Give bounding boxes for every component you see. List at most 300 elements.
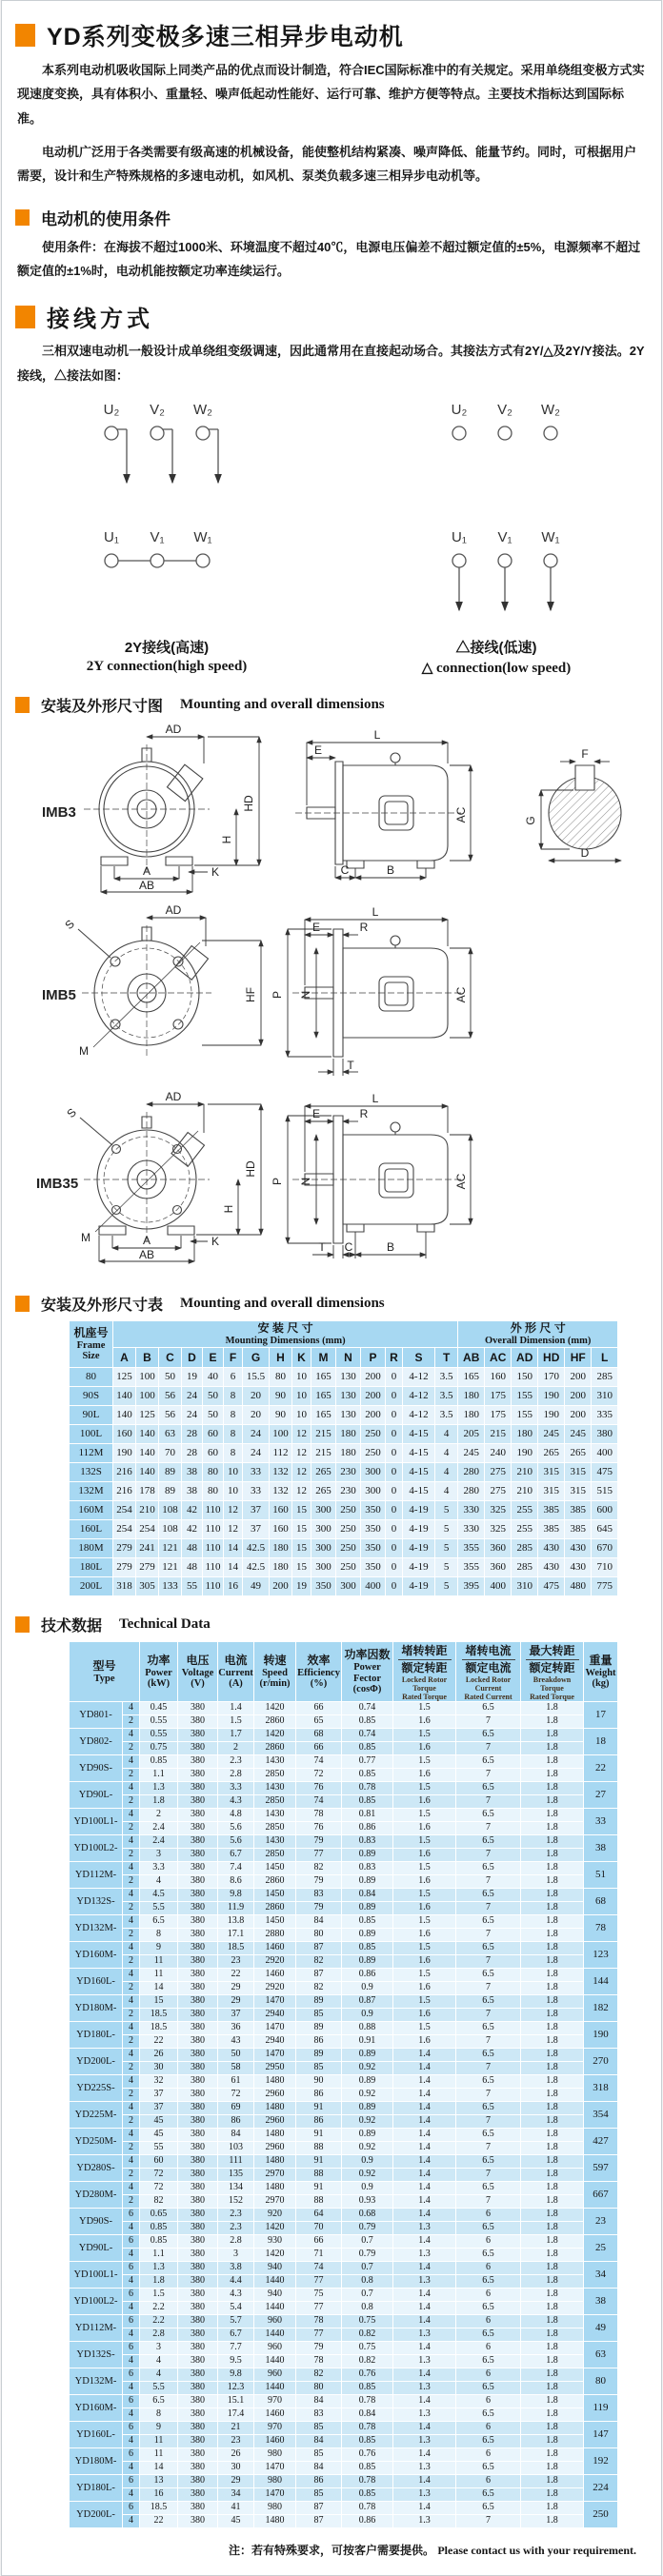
dim-value: 160 xyxy=(113,1424,136,1443)
tech-value: 1.5 xyxy=(393,1755,456,1769)
tech-value: 0.78 xyxy=(342,2422,393,2435)
pole-count: 4 xyxy=(123,2182,140,2195)
terminal-label: V₁ xyxy=(497,529,512,546)
dim-label-p: P xyxy=(271,991,284,1000)
tech-value: 1.3 xyxy=(393,2249,456,2262)
tech-value: 1.6 xyxy=(393,1902,456,1915)
tech-value: 380 xyxy=(178,2049,218,2062)
tech-value: 86 xyxy=(296,2035,342,2049)
dim-value: 210 xyxy=(136,1500,159,1519)
tech-value: 111 xyxy=(218,2155,254,2169)
figure-name: IMB3 xyxy=(42,804,76,822)
pole-count: 4 xyxy=(123,2249,140,2262)
motor-type: YD160L- xyxy=(70,1969,123,1995)
pole-count: 4 xyxy=(123,2462,140,2475)
tech-value: 2.4 xyxy=(140,1822,178,1835)
tech-value: 77 xyxy=(296,2302,342,2315)
tech-value: 380 xyxy=(178,1915,218,1929)
dim-value: 4-19 xyxy=(403,1557,435,1576)
dim-value: 50 xyxy=(203,1405,224,1424)
weight-value: 119 xyxy=(584,2395,618,2422)
dim-col-HD: HD xyxy=(538,1347,565,1367)
pole-count: 6 xyxy=(123,2315,140,2328)
tech-value: 1.8 xyxy=(521,1915,584,1929)
dim-value: 90 xyxy=(270,1405,292,1424)
tech-value: 85 xyxy=(296,2009,342,2022)
tech-value: 2.8 xyxy=(218,1769,254,1782)
dim-value: 265 xyxy=(565,1443,592,1462)
pf-en: Power Fector xyxy=(352,1662,382,1684)
dim-value: 24 xyxy=(182,1386,203,1405)
pole-count: 4 xyxy=(123,2328,140,2342)
lrc-en2: Current xyxy=(474,1683,502,1693)
tech-value: 380 xyxy=(178,2235,218,2249)
tech-row xyxy=(70,2368,618,2382)
tech-value: 0.85 xyxy=(342,2435,393,2448)
tech-value: 18.5 xyxy=(140,2502,178,2515)
tech-value: 0.9 xyxy=(342,1982,393,1995)
tech-value: 7 xyxy=(456,2062,521,2075)
dim-value: 121 xyxy=(159,1557,182,1576)
tech-value: 1.4 xyxy=(393,2475,456,2488)
imb35-figure xyxy=(2,1089,663,1276)
tech-value: 1.1 xyxy=(140,1769,178,1782)
tech-value: 380 xyxy=(178,2368,218,2382)
dim-value: 165 xyxy=(311,1367,336,1386)
tech-value: 380 xyxy=(178,2142,218,2155)
tech-value: 6.5 xyxy=(456,2462,521,2475)
dim-value: 279 xyxy=(113,1538,136,1557)
mounting-fig-en: Mounting and overall dimensions xyxy=(180,697,385,713)
tech-value: 1.8 xyxy=(521,2302,584,2315)
tech-value: 0.89 xyxy=(342,1955,393,1969)
dim-col-S: S xyxy=(403,1347,435,1367)
tech-value: 380 xyxy=(178,1822,218,1835)
tech-value: 1.5 xyxy=(393,1862,456,1875)
caption-2y-en: 2Y connection(high speed) xyxy=(86,659,248,675)
dim-value: 300 xyxy=(336,1576,361,1595)
tech-value: 0.89 xyxy=(342,2102,393,2115)
tech-value: 79 xyxy=(296,1875,342,1889)
dim-value: 180 xyxy=(458,1405,485,1424)
dim-label-n: N xyxy=(299,990,312,1000)
tech-value: 6.5 xyxy=(456,1915,521,1929)
dim-value: 33 xyxy=(243,1462,270,1481)
tech-value: 0.89 xyxy=(342,1849,393,1862)
dim-value: 15 xyxy=(292,1500,311,1519)
dim-value: 180 xyxy=(336,1424,361,1443)
mounting-table-zh: 安装及外形尺寸表 xyxy=(41,1298,164,1315)
tech-value: 1.8 xyxy=(521,2462,584,2475)
dim-value: 6 xyxy=(224,1367,243,1386)
tech-value: 7.7 xyxy=(218,2342,254,2355)
tech-value: 1.1 xyxy=(140,2249,178,2262)
tech-value: 7 xyxy=(456,2115,521,2129)
dim-label-ad: AD xyxy=(165,723,182,737)
tech-value: 1.6 xyxy=(393,1955,456,1969)
tech-value: 1.8 xyxy=(521,1982,584,1995)
tech-value: 380 xyxy=(178,2169,218,2182)
pole-count: 2 xyxy=(123,2169,140,2182)
motor-type: YD90L- xyxy=(70,1782,123,1809)
tech-value: 6.5 xyxy=(456,2222,521,2235)
tech-value: 6.5 xyxy=(456,2502,521,2515)
tech-value: 6.5 xyxy=(456,2249,521,2262)
lrt-zh2: 额定转距 xyxy=(401,1660,448,1674)
dim-value: 0 xyxy=(386,1443,403,1462)
tech-value: 9 xyxy=(140,1942,178,1955)
dim-value: 165 xyxy=(458,1367,485,1386)
tech-value: 0.89 xyxy=(342,1875,393,1889)
eff-zh: 效率 xyxy=(307,1653,331,1667)
tech-value: 0.85 xyxy=(342,1742,393,1755)
tech-value: 60 xyxy=(140,2155,178,2169)
tech-value: 0.7 xyxy=(342,2262,393,2275)
dim-value: 385 xyxy=(538,1519,565,1538)
tech-value: 0.79 xyxy=(342,2222,393,2235)
dim-value: 318 xyxy=(113,1576,136,1595)
dim-value: 125 xyxy=(136,1405,159,1424)
tech-value: 37 xyxy=(218,2009,254,2022)
dim-value: 254 xyxy=(113,1500,136,1519)
tech-value: 4.3 xyxy=(218,2289,254,2302)
tech-value: 0.7 xyxy=(342,2289,393,2302)
technical-data-en: Technical Data xyxy=(119,1615,211,1632)
overall-dims-zh: 外 形 尺 寸 xyxy=(510,1321,566,1336)
tech-value: 2860 xyxy=(254,1742,296,1755)
tech-value: 7 xyxy=(456,2515,521,2528)
terminal-label: W₂ xyxy=(193,402,212,419)
tech-value: 7 xyxy=(456,1822,521,1835)
tech-value: 1.4 xyxy=(393,2235,456,2249)
dim-value: 305 xyxy=(136,1576,159,1595)
dim-label-ab: AB xyxy=(138,1248,155,1262)
tech-value: 380 xyxy=(178,2355,218,2368)
tech-value: 1.4 xyxy=(393,2302,456,2315)
bt-zh1: 最大转距 xyxy=(526,1644,579,1660)
dim-value: 20 xyxy=(243,1386,270,1405)
tech-value: 1.8 xyxy=(521,1715,584,1729)
dim-value: 250 xyxy=(361,1443,386,1462)
tech-value: 83 xyxy=(296,1889,342,1902)
tech-value: 0.85 xyxy=(140,2235,178,2249)
dim-col-C: C xyxy=(159,1347,182,1367)
dim-value: 12 xyxy=(292,1424,311,1443)
tech-value: 1480 xyxy=(254,2182,296,2195)
tech-value: 380 xyxy=(178,1782,218,1795)
dim-row xyxy=(70,1462,618,1481)
overall-dims-header xyxy=(458,1321,618,1348)
lrt-en1: Locked Rotor xyxy=(401,1674,448,1684)
motor-type: YD802- xyxy=(70,1729,123,1755)
dim-value: 49 xyxy=(243,1576,270,1595)
tech-value: 4 xyxy=(140,2355,178,2368)
dim-value: 315 xyxy=(565,1462,592,1481)
tech-value: 6.5 xyxy=(456,2102,521,2115)
dim-value: 180 xyxy=(270,1557,292,1576)
tech-value: 1.8 xyxy=(521,2435,584,2448)
dim-value: 112 xyxy=(270,1443,292,1462)
dim-value: 230 xyxy=(336,1462,361,1481)
tech-value: 6.5 xyxy=(140,2395,178,2408)
tech-value: 0.55 xyxy=(140,1729,178,1742)
dim-value: 42.5 xyxy=(243,1538,270,1557)
tech-value: 1460 xyxy=(254,1969,296,1982)
tech-row xyxy=(70,2089,618,2102)
tech-value: 380 xyxy=(178,2408,218,2422)
weight-value: 38 xyxy=(584,1835,618,1862)
tech-value: 14 xyxy=(140,2462,178,2475)
tech-value: 1.8 xyxy=(521,2488,584,2502)
dim-value: 80 xyxy=(270,1367,292,1386)
tech-value: 26 xyxy=(140,2049,178,2062)
tech-value: 1.8 xyxy=(521,1795,584,1809)
dim-value: 315 xyxy=(538,1481,565,1500)
dim-value: 10 xyxy=(292,1386,311,1405)
dim-value: 38 xyxy=(182,1481,203,1500)
tech-value: 85 xyxy=(296,2488,342,2502)
tech-value: 1.6 xyxy=(393,1742,456,1755)
dim-label-m: M xyxy=(81,1231,90,1245)
tech-value: 1.8 xyxy=(521,2195,584,2209)
dimensions-table xyxy=(69,1320,618,1596)
dim-value: 125 xyxy=(113,1367,136,1386)
tech-value: 1.5 xyxy=(218,1715,254,1729)
tech-value: 2960 xyxy=(254,2089,296,2102)
dim-value: 300 xyxy=(361,1481,386,1500)
weight-value: 27 xyxy=(584,1782,618,1809)
tech-value: 1470 xyxy=(254,2022,296,2035)
tech-value: 1470 xyxy=(254,2462,296,2475)
tech-value: 0.86 xyxy=(342,1822,393,1835)
dim-value: 108 xyxy=(159,1519,182,1538)
tech-value: 5.6 xyxy=(218,1835,254,1849)
dim-value: 5 xyxy=(435,1519,458,1538)
tech-value: 1.5 xyxy=(393,1835,456,1849)
dim-value: 216 xyxy=(113,1462,136,1481)
tech-value: 23 xyxy=(218,2435,254,2448)
pole-count: 4 xyxy=(123,1889,140,1902)
motor-type: YD132M- xyxy=(70,2368,123,2395)
tech-value: 0.81 xyxy=(342,1809,393,1822)
tech-value: 6.5 xyxy=(456,2355,521,2368)
dim-value: 335 xyxy=(592,1405,618,1424)
weight-value: 597 xyxy=(584,2155,618,2182)
tech-value: 6.5 xyxy=(456,1729,521,1742)
dim-value: 15 xyxy=(292,1538,311,1557)
pole-count: 4 xyxy=(123,2435,140,2448)
tech-value: 7 xyxy=(456,2195,521,2209)
dim-value: 0 xyxy=(386,1557,403,1576)
tech-value: 9.8 xyxy=(218,2368,254,2382)
motor-type: YD90S- xyxy=(70,2209,123,2235)
frame-size-value: 180M xyxy=(70,1538,113,1557)
dim-col-N: N xyxy=(336,1347,361,1367)
dim-value: 200 xyxy=(565,1386,592,1405)
pole-count: 6 xyxy=(123,2395,140,2408)
tech-value: 1480 xyxy=(254,2155,296,2169)
dim-value: 350 xyxy=(361,1519,386,1538)
tech-value: 6.5 xyxy=(456,1782,521,1795)
dim-value: 200 xyxy=(361,1386,386,1405)
tech-value: 11 xyxy=(140,1955,178,1969)
tech-value: 2860 xyxy=(254,1715,296,1729)
tech-value: 0.74 xyxy=(342,1729,393,1742)
tech-value: 74 xyxy=(296,1795,342,1809)
mounting-table-heading xyxy=(15,1293,661,1315)
tech-value: 380 xyxy=(178,1995,218,2009)
pole-count: 4 xyxy=(123,2408,140,2422)
tech-value: 380 xyxy=(178,2328,218,2342)
weight-value: 224 xyxy=(584,2475,618,2502)
dim-value: 200 xyxy=(565,1367,592,1386)
tech-value: 1.6 xyxy=(393,1849,456,1862)
dim-value: 4-12 xyxy=(403,1386,435,1405)
dim-value: 37 xyxy=(243,1500,270,1519)
tech-value: 1.3 xyxy=(393,2222,456,2235)
tech-value: 380 xyxy=(178,1702,218,1715)
pole-count: 4 xyxy=(123,2049,140,2062)
dim-value: 130 xyxy=(336,1367,361,1386)
dim-value: 190 xyxy=(538,1386,565,1405)
dim-value: 430 xyxy=(565,1538,592,1557)
tech-value: 380 xyxy=(178,2222,218,2235)
dim-value: 355 xyxy=(458,1557,485,1576)
tech-value: 2860 xyxy=(254,1902,296,1915)
tech-value: 380 xyxy=(178,2209,218,2222)
weight-value: 123 xyxy=(584,1942,618,1969)
dim-col-D: D xyxy=(182,1347,203,1367)
tech-value: 6.5 xyxy=(456,1809,521,1822)
tech-value: 380 xyxy=(178,2488,218,2502)
tech-value: 1430 xyxy=(254,1782,296,1795)
dim-value: 190 xyxy=(538,1405,565,1424)
tech-value: 0.83 xyxy=(342,1835,393,1849)
tech-value: 134 xyxy=(218,2182,254,2195)
tech-value: 380 xyxy=(178,1955,218,1969)
tech-value: 1.8 xyxy=(521,2222,584,2235)
tech-value: 72 xyxy=(140,2182,178,2195)
dim-value: 0 xyxy=(386,1500,403,1519)
dim-label-s: S xyxy=(62,917,77,933)
tech-value: 380 xyxy=(178,1875,218,1889)
dim-value: 8 xyxy=(224,1443,243,1462)
dim-value: 245 xyxy=(565,1424,592,1443)
dim-value: 254 xyxy=(113,1519,136,1538)
locked-rotor-torque-header xyxy=(393,1641,456,1702)
tech-value: 1.3 xyxy=(393,2328,456,2342)
pole-count: 6 xyxy=(123,2368,140,2382)
tech-value: 1.5 xyxy=(393,1942,456,1955)
tech-value: 380 xyxy=(178,2502,218,2515)
usage-section-heading xyxy=(15,206,661,229)
dim-value: 210 xyxy=(512,1481,538,1500)
dim-value: 50 xyxy=(203,1386,224,1405)
dim-value: 200 xyxy=(270,1576,292,1595)
imb5-figure xyxy=(2,901,663,1087)
tech-value: 1.6 xyxy=(393,1822,456,1835)
motor-type: YD225M- xyxy=(70,2102,123,2129)
dim-value: 255 xyxy=(512,1519,538,1538)
frame-size-value: 80 xyxy=(70,1367,113,1386)
tech-value: 43 xyxy=(218,2035,254,2049)
dim-value: 385 xyxy=(565,1500,592,1519)
tech-value: 7 xyxy=(456,1902,521,1915)
tech-value: 1.8 xyxy=(521,1969,584,1982)
tech-value: 1.6 xyxy=(393,1795,456,1809)
tech-value: 2920 xyxy=(254,1982,296,1995)
tech-value: 1.3 xyxy=(393,2488,456,2502)
dim-label-ac: AC xyxy=(454,1173,468,1190)
tech-row xyxy=(70,2262,618,2275)
tech-value: 1460 xyxy=(254,2408,296,2422)
tech-value: 2.2 xyxy=(140,2302,178,2315)
tech-row xyxy=(70,2475,618,2488)
tech-value: 980 xyxy=(254,2475,296,2488)
dim-col-K: K xyxy=(292,1347,311,1367)
tech-value: 6.5 xyxy=(456,1942,521,1955)
tech-value: 6.5 xyxy=(456,1835,521,1849)
tech-value: 12.3 xyxy=(218,2382,254,2395)
dim-value: 0 xyxy=(386,1386,403,1405)
dim-value: 4-19 xyxy=(403,1519,435,1538)
dim-value: 180 xyxy=(458,1386,485,1405)
tech-value: 1.8 xyxy=(521,2342,584,2355)
tech-row xyxy=(70,2448,618,2462)
dim-value: 5 xyxy=(435,1500,458,1519)
motor-type: YD132S- xyxy=(70,1889,123,1915)
dim-value: 430 xyxy=(565,1557,592,1576)
tech-value: 91 xyxy=(296,2182,342,2195)
dim-value: 0 xyxy=(386,1424,403,1443)
dim-value: 385 xyxy=(538,1500,565,1519)
dim-row xyxy=(70,1481,618,1500)
pole-count: 4 xyxy=(123,1969,140,1982)
lrt-zh1: 堵转转距 xyxy=(398,1644,452,1660)
tech-value: 1.8 xyxy=(521,2368,584,2382)
motor-type: YD90L- xyxy=(70,2235,123,2262)
tech-value: 0.85 xyxy=(342,2488,393,2502)
pole-count: 2 xyxy=(123,1955,140,1969)
dim-value: 140 xyxy=(113,1386,136,1405)
tech-value: 0.89 xyxy=(342,2075,393,2089)
tech-value: 380 xyxy=(178,2022,218,2035)
tech-value: 380 xyxy=(178,2315,218,2328)
tech-value: 1.6 xyxy=(393,2035,456,2049)
tech-value: 6.5 xyxy=(456,1702,521,1715)
dim-value: 475 xyxy=(538,1576,565,1595)
tech-value: 1.8 xyxy=(521,2355,584,2368)
type-header xyxy=(70,1641,140,1702)
tech-value: 6.5 xyxy=(456,2275,521,2289)
footer-note-en: Please contact us with your requirement. xyxy=(437,2544,636,2558)
dim-value: 10 xyxy=(224,1462,243,1481)
type-en: Type xyxy=(93,1673,115,1684)
tech-value: 1.6 xyxy=(393,2009,456,2022)
dim-value: 42.5 xyxy=(243,1557,270,1576)
dim-value: 200 xyxy=(565,1405,592,1424)
dim-col-P: P xyxy=(361,1347,386,1367)
dim-value: 5 xyxy=(435,1576,458,1595)
dim-value: 3.5 xyxy=(435,1405,458,1424)
tech-value: 380 xyxy=(178,1729,218,1742)
tech-row xyxy=(70,2395,618,2408)
tech-value: 380 xyxy=(178,2262,218,2275)
dim-value: 190 xyxy=(113,1443,136,1462)
tech-value: 7 xyxy=(456,1769,521,1782)
dim-value: 360 xyxy=(485,1538,512,1557)
tech-value: 380 xyxy=(178,2475,218,2488)
